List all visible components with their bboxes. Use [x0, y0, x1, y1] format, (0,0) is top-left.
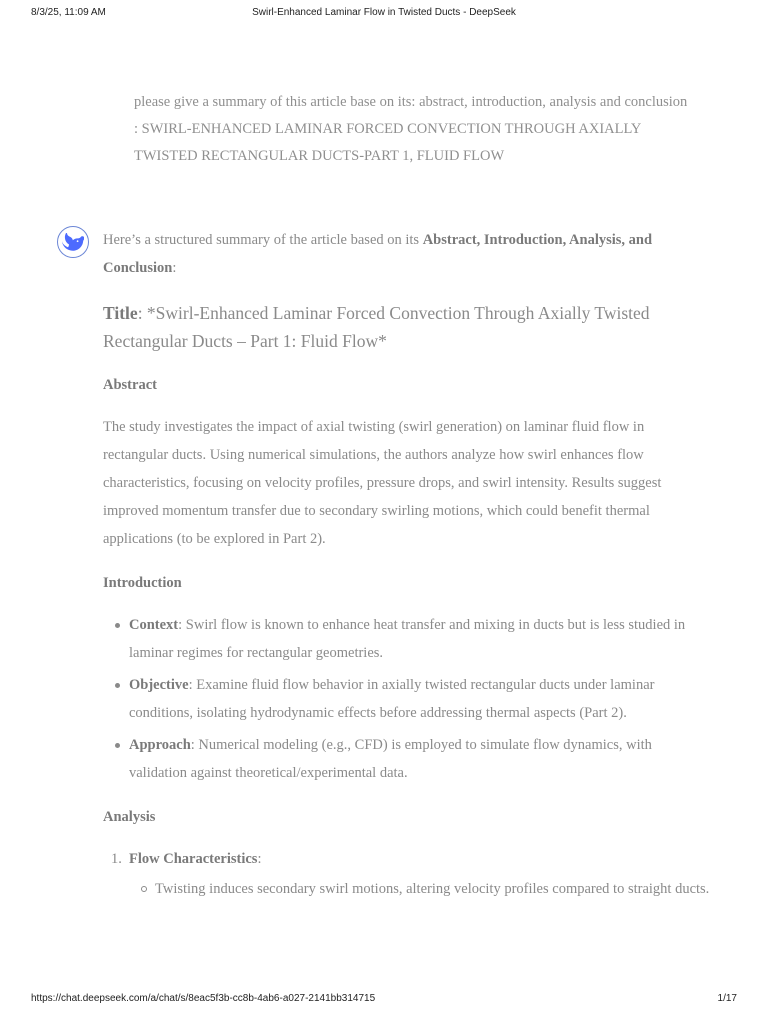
user-message: [134, 89, 694, 170]
print-page-number: 1/17: [717, 993, 737, 1004]
assistant-avatar: [57, 226, 89, 258]
item-text: : Swirl flow is known to enhance heat transfer and mixing in ducts but is less studied in laminar regimes for rectangular geometries.: [129, 617, 686, 661]
user-message-text: please give a summary of this article base on its: abstract, introduction, analysis and conclusion : SWIRL-ENHANCED LAMINAR FORCED CONVECTION THROUGH AXIALLY TWISTED RECTANGULAR DUCTS-PART 1, FLUID FLOW: [134, 94, 688, 164]
sub-list-item: Twisting induces secondary swirl motions, altering velocity profiles compared to straight ducts.: [155, 875, 713, 903]
print-datetime: 8/3/25, 11:09 AM: [31, 7, 106, 18]
list-item: [129, 731, 713, 787]
item-suffix: :: [257, 851, 262, 867]
print-url: https://chat.deepseek.com/a/chat/s/8eac5f3b-cc8b-4ab6-a027-2141bb314715: [31, 993, 376, 1004]
item-text: : Numerical modeling (e.g., CFD) is employed to simulate flow dynamics, with validation against theoretical/experimental data.: [129, 737, 652, 781]
abstract-text: The study investigates the impact of axial twisting (swirl generation) on laminar fluid flow in rectangular ducts. Using numerical simulations, the authors analyze how swirl enhances flow characteristics, focusing on velocity profiles, pressure drops, and swirl intensity. Results suggest improved momentum transfer due to secondary swirling motions, which could benefit thermal applications (to be explored in Part 2).: [103, 419, 662, 547]
title-text: : *Swirl-Enhanced Laminar Forced Convection Through Axially Twisted Rectangular Ducts – Part 1: Fluid Flow*: [103, 303, 650, 351]
title-label: Title: [103, 303, 138, 323]
analysis-sublist: [129, 875, 713, 903]
list-item: [129, 671, 713, 727]
list-item: [111, 845, 713, 903]
item-number: 1.: [111, 851, 122, 867]
item-label: Flow Characteristics: [129, 851, 258, 867]
analysis-heading: Analysis: [103, 809, 156, 825]
introduction-list: [103, 611, 713, 787]
item-text: : Examine fluid flow behavior in axially twisted rectangular ducts under laminar conditions, isolating hydrodynamic effects before addressing thermal aspects (Part 2).: [129, 677, 655, 721]
article-title: [103, 299, 713, 355]
abstract-heading: Abstract: [103, 377, 157, 393]
intro-suffix: :: [172, 260, 177, 276]
item-label: Objective: [129, 677, 189, 693]
item-label: Approach: [129, 737, 191, 753]
print-header: [0, 0, 768, 30]
deepseek-whale-icon: [62, 233, 84, 251]
item-label: Context: [129, 617, 179, 633]
introduction-heading: Introduction: [103, 575, 182, 591]
assistant-response: [103, 226, 713, 903]
print-footer: [0, 988, 768, 1018]
intro-bold: Abstract, Introduction, Analysis, and Conclusion: [103, 232, 653, 276]
response-intro: [103, 226, 713, 282]
list-item: [129, 611, 713, 667]
print-page-title: Swirl-Enhanced Laminar Flow in Twisted Ducts - DeepSeek: [252, 7, 516, 18]
intro-prefix: Here’s a structured summary of the article based on its: [103, 232, 423, 248]
analysis-list: [103, 845, 713, 903]
